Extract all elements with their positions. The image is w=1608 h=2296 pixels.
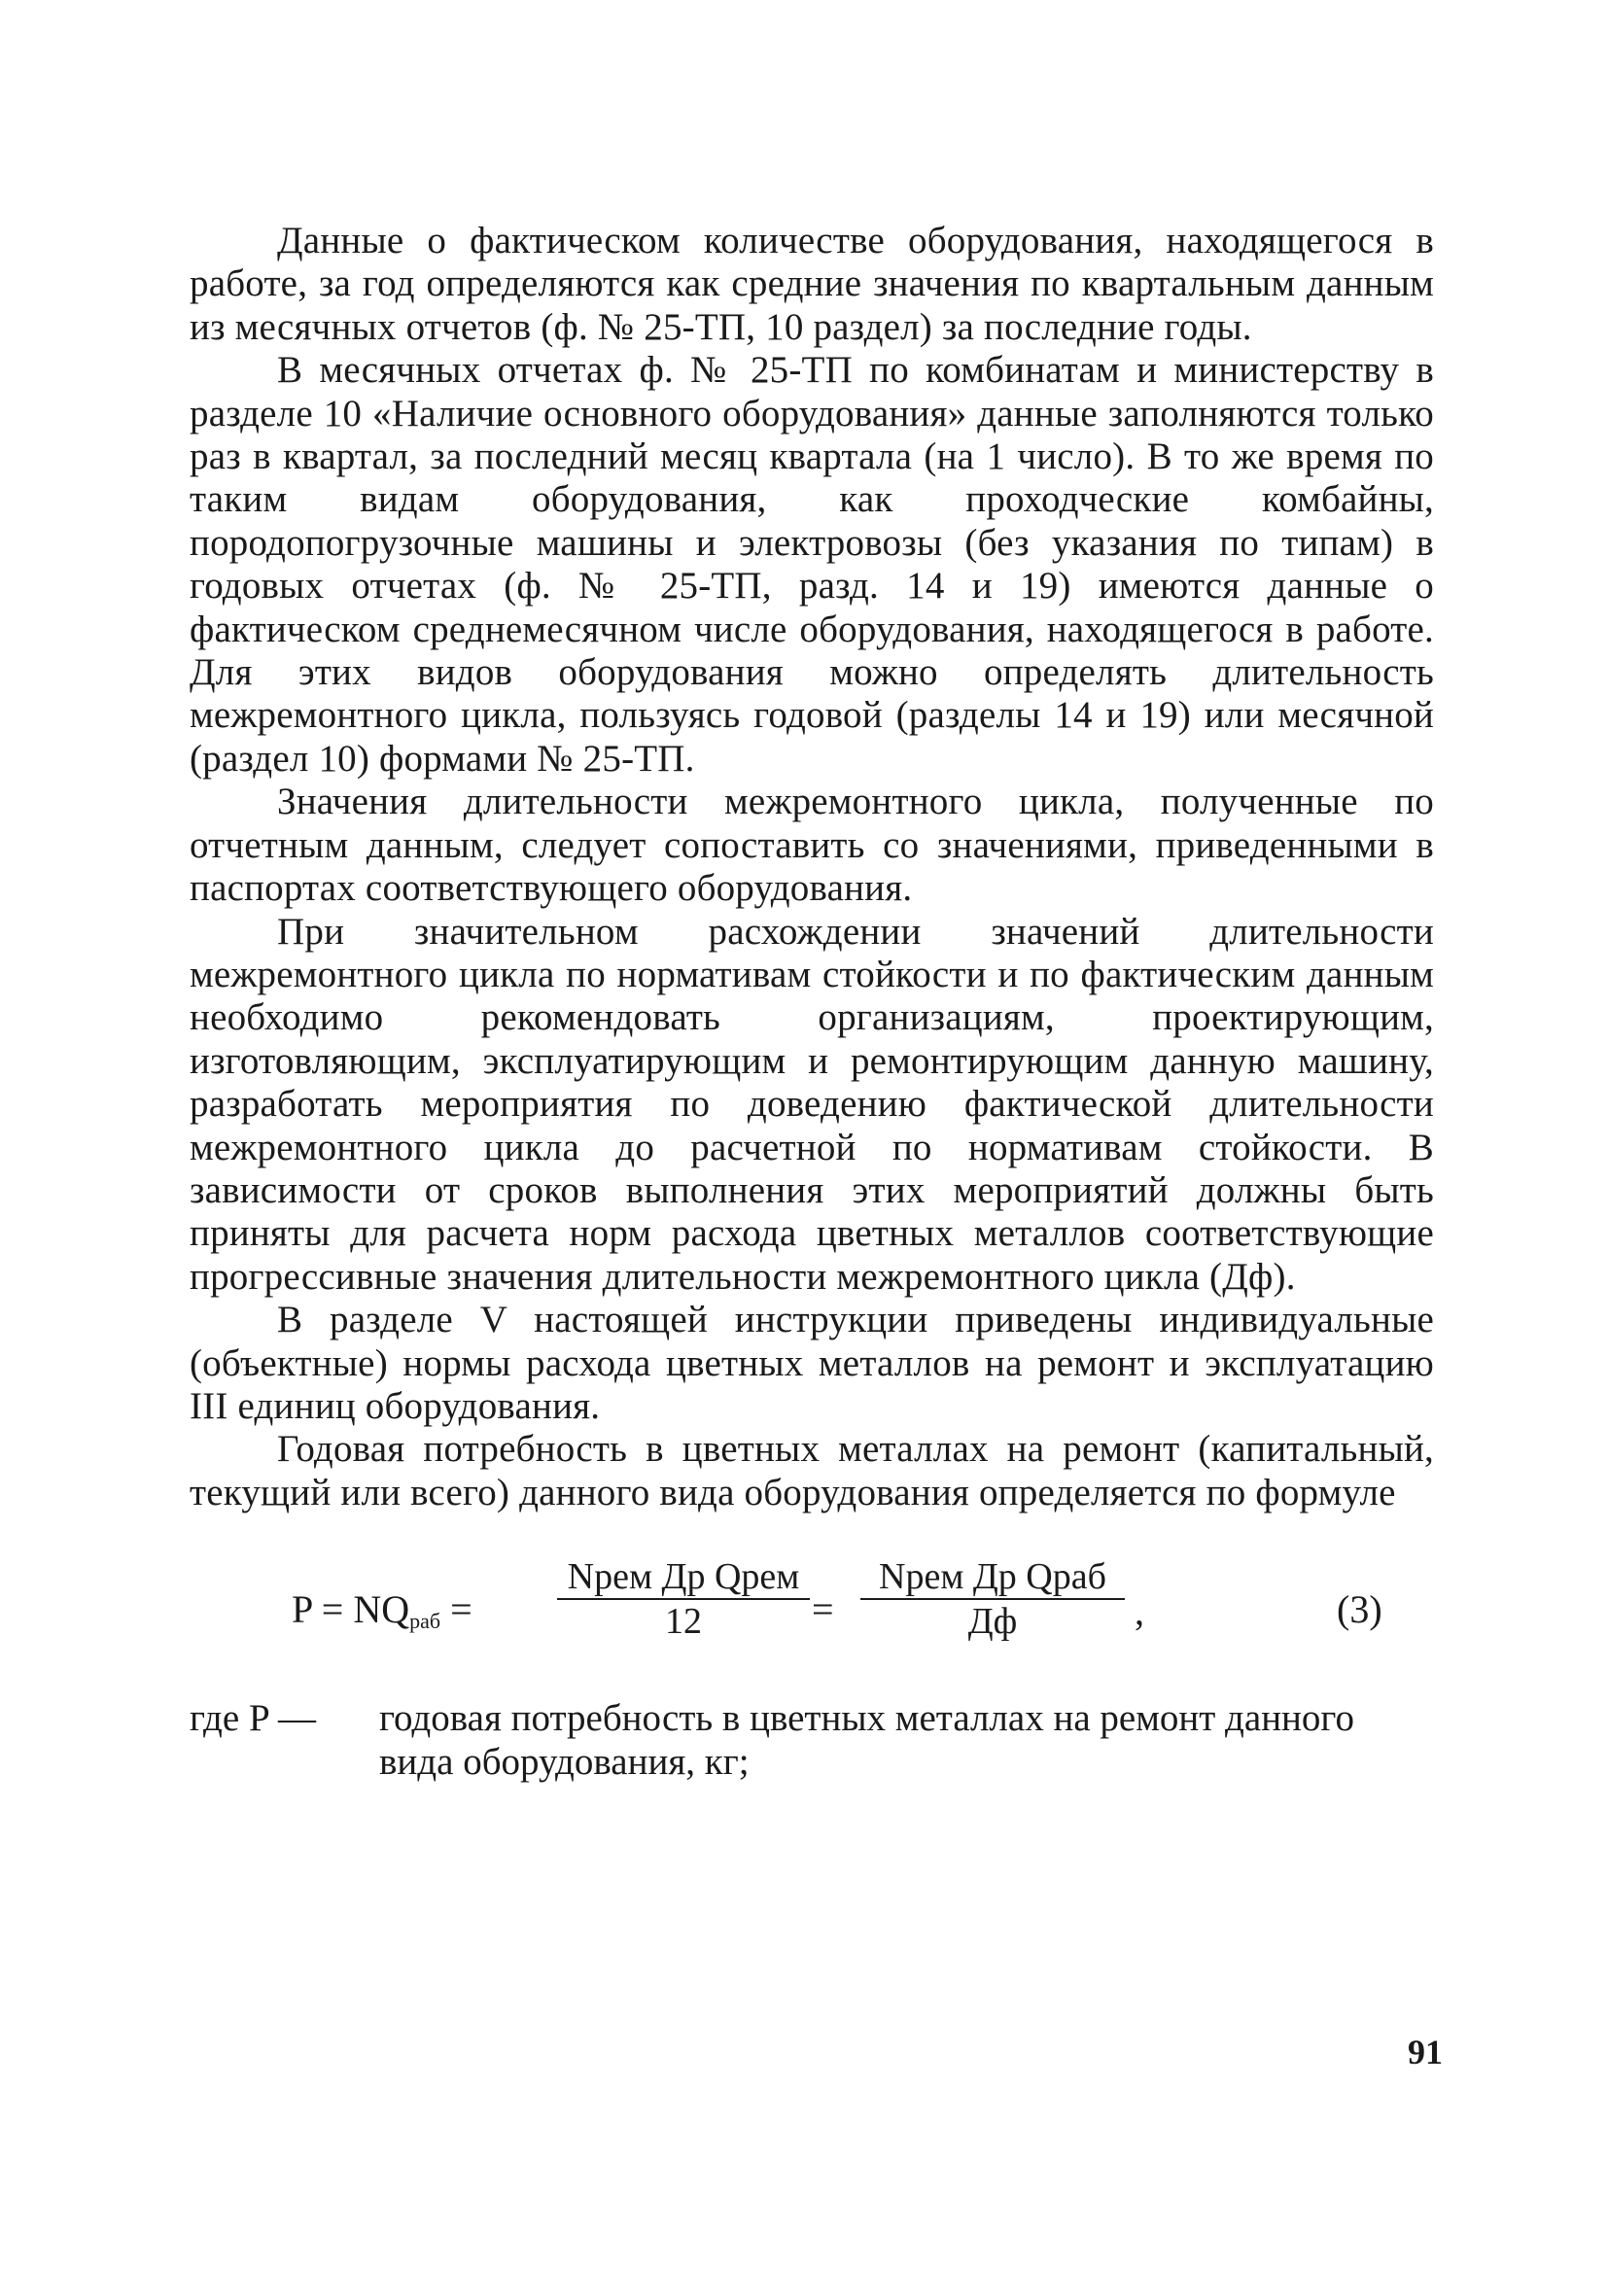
formula-number: (3) xyxy=(1337,1587,1382,1632)
fraction-2-numerator: Nрем Др Qраб xyxy=(879,1556,1106,1598)
paragraph-4: При значительном расхождении значений длительности межремонтного цикла по нормативам стойкости и по фактическим данным необходимо рекомендовать организациям, проектирующим, изготовляющим, эксплуатирующим и ремонтирующим данную машину, разработать мероприятия по доведению фактической длительности межремонтного цикла до расчетной по нормативам стойкости. В зависимости от сроков выполнения этих мероприятий должны быть приняты для расчета норм расхода цветных металлов соответствующие прогрессивные значения длительности межремонтного цикла (Дф). xyxy=(190,910,1434,1298)
formula-lhs-sub: раб xyxy=(409,1609,441,1634)
where-clause xyxy=(190,1697,1434,1784)
fraction-1-numerator: Nрем Др Qрем xyxy=(567,1556,800,1598)
paragraph-6: Годовая потребность в цветных металлах на ремонт (капитальный, текущий или всего) данного вида оборудования определяется по формуле xyxy=(190,1428,1434,1513)
page-number: 91 xyxy=(1408,2033,1443,2071)
paragraph-1: Данные о фактическом количестве оборудования, находящегося в работе, за год определяются как средние значения по квартальным данным из месячных отчетов (ф. № 25-ТП, 10 раздел) за последние годы. xyxy=(190,220,1434,348)
formula-fraction-1 xyxy=(557,1555,810,1643)
document-page xyxy=(190,220,1434,1784)
formula-eq1: = xyxy=(450,1587,472,1632)
formula-fraction-2 xyxy=(860,1555,1125,1643)
fraction-2-denominator: Дф xyxy=(967,1601,1018,1643)
formula-eq2: = xyxy=(812,1587,834,1632)
paragraph-2: В месячных отчетах ф. № 25-ТП по комбинатам и министерству в разделе 10 «Наличие основного оборудования» данные заполняются только раз в квартал, за последний месяц квартала (на 1 число). В то же время по таким видам оборудования, как проходческие комбайны, породопогрузочные машины и электровозы (без указания по типам) в годовых отчетах (ф. № 25-ТП, разд. 14 и 19) имеются данные о фактическом среднемесячном числе оборудования, находящегося в работе. Для этих видов оборудования можно определять длительность межремонтного цикла, пользуясь годовой (разделы 14 и 19) или месячной (раздел 10) формами № 25-ТП. xyxy=(190,349,1434,780)
formula-comma: , xyxy=(1135,1589,1144,1634)
formula-lhs-text: P = NQ xyxy=(292,1587,410,1632)
formula-3 xyxy=(190,1555,1434,1672)
where-key: где P — xyxy=(190,1697,316,1740)
paragraph-3: Значения длительности межремонтного цикла, полученные по отчетным данным, следует сопоставить со значениями, приведенными в паспортах соответствующего оборудования. xyxy=(190,781,1434,910)
formula-lhs xyxy=(292,1586,472,1634)
where-definition: годовая потребность в цветных металлах на ремонт данного вида оборудования, кг; xyxy=(379,1697,1354,1783)
fraction-1-denominator: 12 xyxy=(665,1601,702,1643)
paragraph-5: В разделе V настоящей инструкции приведены индивидуальные (объектные) нормы расхода цветных металлов на ремонт и эксплуатацию III единиц оборудования. xyxy=(190,1299,1434,1427)
